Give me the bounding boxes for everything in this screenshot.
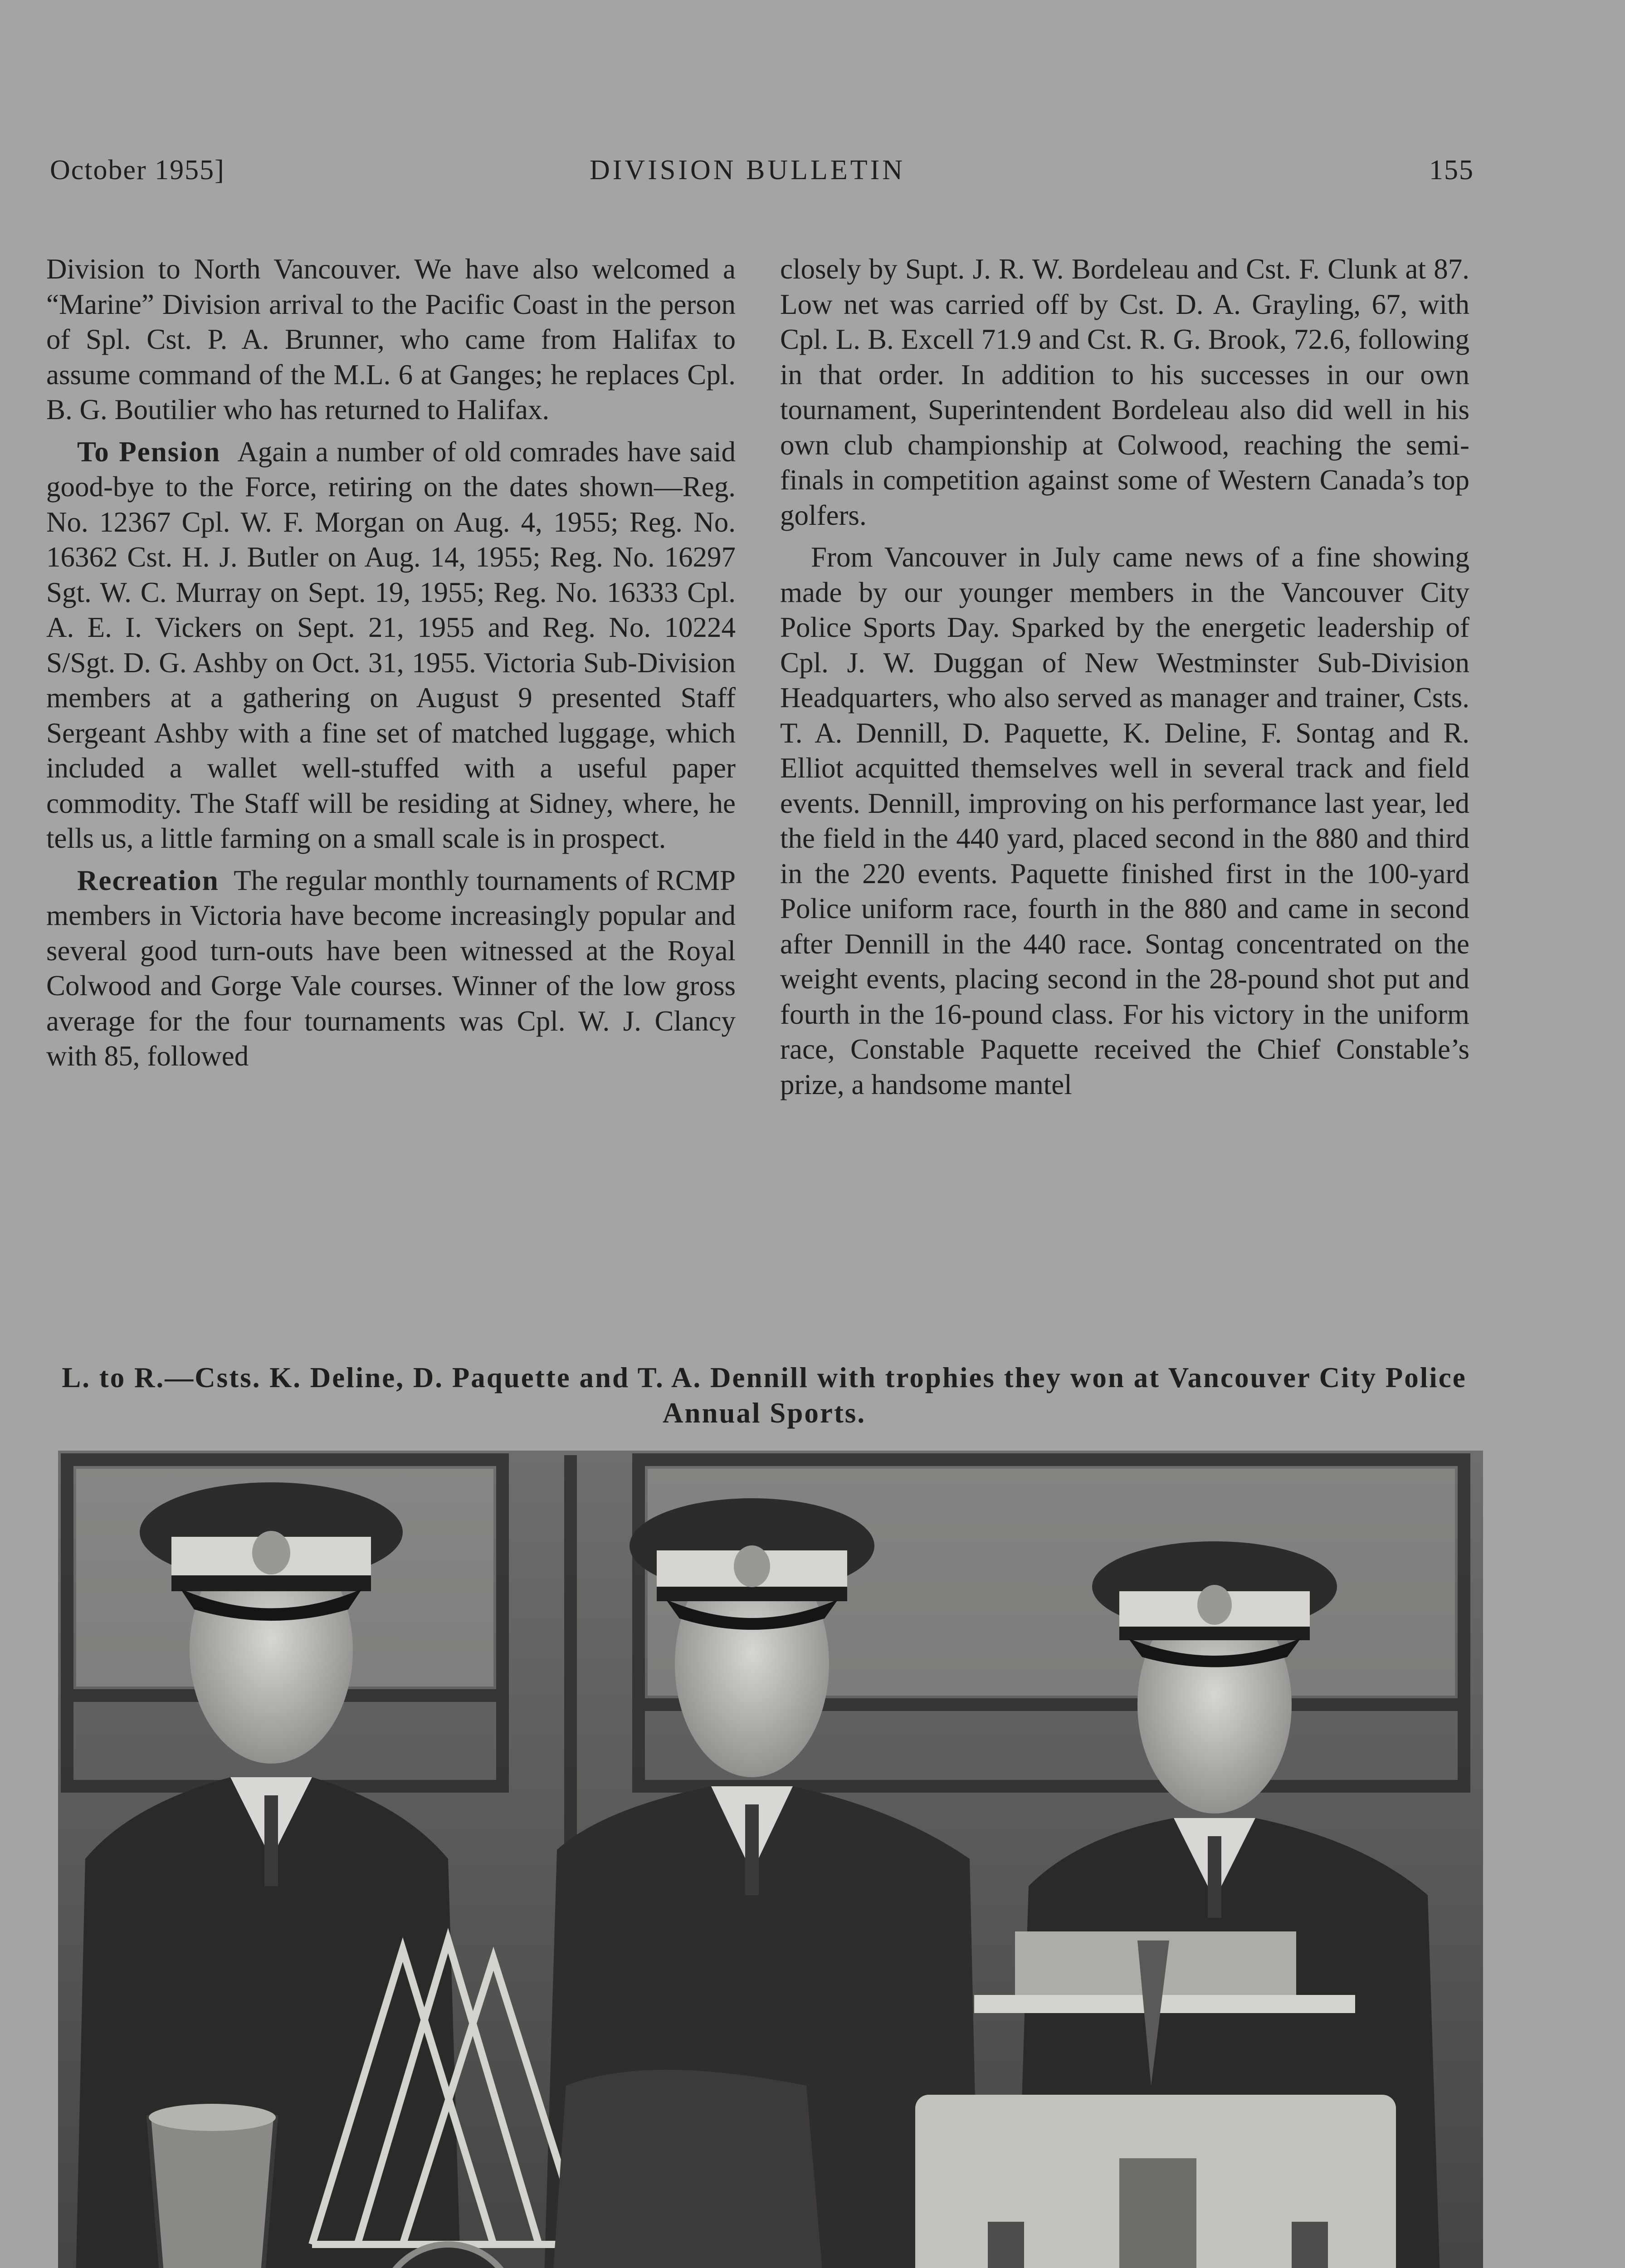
paragraph-recreation bbox=[46, 863, 736, 1074]
paragraph: closely by Supt. J. R. W. Bordeleau and Cst. F. Clunk at 87. Low net was carried off by Cst. D. A. Grayling, 67, with Cpl. L. B. Excell 71.9 and Cst. R. G. Brook, 72.6, following in that order. In addition to his successes in our own tournament, Superintendent Bordeleau also did well in his own club championship at Colwood, reaching the semi-finals in competition against some of Western Canada’s top golfers. bbox=[780, 253, 1469, 531]
paragraph: From Vancouver in July came news of a fine showing made by our younger members in the Vancouver City Police Sports Day. Sparked by the energetic leadership of Cpl. J. W. Duggan of New Westminster Sub-Division Headquarters, who also served as manager and trainer, Csts. T. A. Dennill, D. Paquette, K. Deline, F. Sontag and R. Elliot acquitted themselves well in several track and field events. Dennill, improving on his performance last year, led the field in the 440 yard, placed second in the 880 and third in the 220 events. Paquette finished first in the 100-yard Police uniform race, fourth in the 880 and came in second after Dennill in the 440 race. Sontag concentrated on the weight events, placing second in the 28-pound shot put and fourth in the 16-pound class. For his victory in the uniform race, Constable Paquette received the Chief Constable’s prize, a handsome mantel bbox=[780, 541, 1469, 1100]
photograph bbox=[58, 1451, 1483, 2268]
issue-date: October 1955] bbox=[50, 155, 225, 186]
photo-caption: L. to R.—Csts. K. Deline, D. Paquette and T. A. Dennill with trophies they won at Vancouver City Police Annual Sports. bbox=[62, 1362, 1467, 1429]
paragraph-text: Again a number of old comrades have said good-bye to the Force, retiring on the dates shown—Reg. No. 12367 Cpl. W. F. Morgan on Aug. 4, 1955; Reg. No. 16362 Cst. H. J. Butler on Aug. 14, 1955; Reg. No. 16297 Sgt. W. C. Murray on Sept. 19, 1955; Reg. No. 16333 Cpl. A. E. I. Vickers on Sept. 21, 1955 and Reg. No. 10224 S/Sgt. D. G. Ashby on Oct. 31, 1955. Victoria Sub-Division members at a gathering on August 9 presented Staff Sergeant Ashby with a fine set of matched luggage, which included a wallet well-stuffed with a useful paper commodity. The Staff will be residing at Sidney, where, he tells us, a little farming on a small scale is in prospect. bbox=[46, 435, 736, 854]
paragraph: Division to North Vancouver. We have also welcomed a “Marine” Division arrival to the Pacific Coast in the person of Spl. Cst. P. A. Brunner, who came from Halifax to assume command of the M.L. 6 at Ganges; he replaces Cpl. B. G. Boutilier who has returned to Halifax. bbox=[46, 253, 736, 425]
photo-illustration bbox=[58, 1451, 1483, 2268]
section-heading-recreation: Recreation bbox=[77, 864, 219, 896]
publication-title: DIVISION BULLETIN bbox=[590, 155, 906, 186]
left-column bbox=[46, 252, 736, 1074]
paragraph-text: The regular monthly tournaments of RCMP members in Victoria have become increasingly popular and several good turn-outs have been witnessed at the Royal Colwood and Gorge Vale courses. Winner of the low gross average for the four tournaments was Cpl. W. J. Clancy with 85, followed bbox=[46, 864, 736, 1072]
running-head bbox=[50, 154, 1474, 195]
paragraph-to-pension bbox=[46, 435, 736, 856]
right-column bbox=[780, 252, 1469, 1102]
section-heading-to-pension: To Pension bbox=[77, 435, 221, 468]
page-number: 155 bbox=[1429, 155, 1474, 186]
